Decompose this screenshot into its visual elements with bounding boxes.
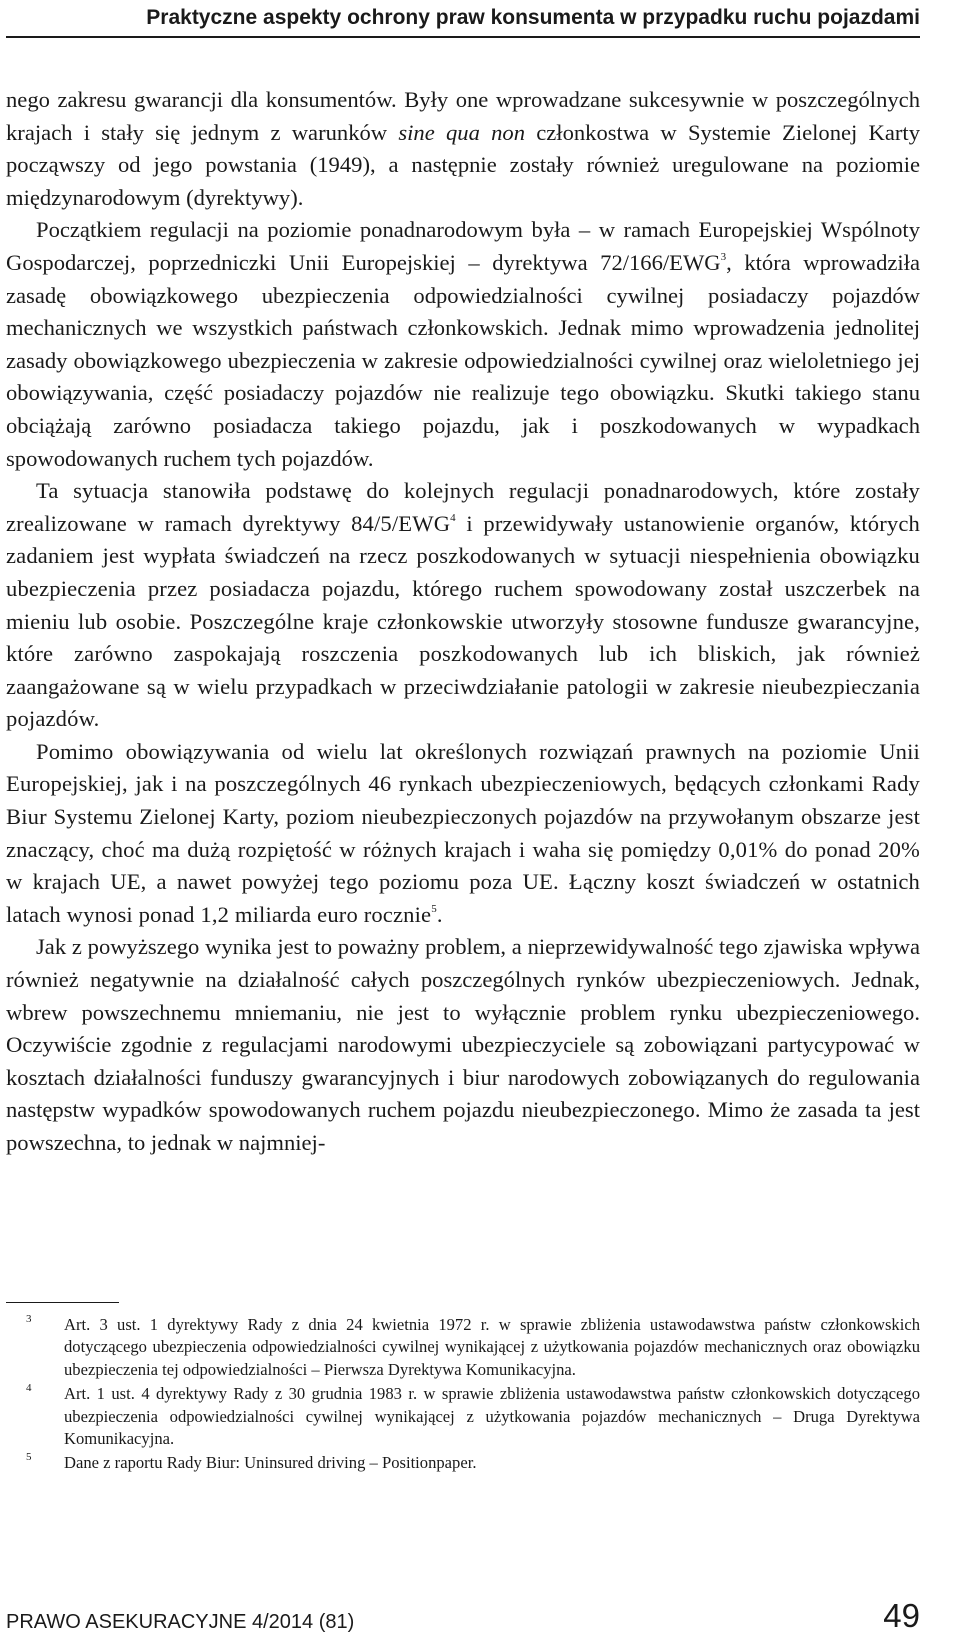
paragraph-4 [6, 736, 920, 932]
footnote-number: 4 [26, 1382, 32, 1395]
paragraph-5 [6, 931, 920, 1159]
footnote-text: Dane z raportu Rady Biur: Uninsured driving – Positionpaper. [64, 1453, 477, 1473]
footnote-ref-5[interactable]: 5 [431, 902, 437, 915]
paragraph-3-text-a: Ta sytuacja stanowiła podstawę do kolejnych regulacji ponadnarodowych, które zostały zrealizowane w ramach dyrektywy 84/5/EWG [6, 478, 920, 536]
footnote-ref-3[interactable]: 3 [720, 250, 727, 263]
paragraph-1-text-a: nego zakresu gwarancji dla konsumentów. Były one wprowadzane sukcesywnie w poszczególnych krajach i stały się jednym z warunków [6, 87, 920, 145]
paragraph-3-text-b: i przewidywały ustanowienie organów, których zadaniem jest wypłata świadczeń na rzecz poszkodowanych w sytuacji niespełnienia obowiązku ubezpieczenia przez posiadacza pojazdu, którego ruchem spowodowany został uszczerbek na mieniu lub osobie. Poszczególne kraje członkowskie utworzyły stosowne fundusze gwarancyjne, które zarówno zaspokajają roszczenia poszkodowanych lub ich bliskich, jak również zaangażowane są w wielu przypadkach w przeciwdziałanie patologii w zakresie nieubezpieczania pojazdów. [6, 510, 920, 732]
running-header-title: Praktyczne aspekty ochrony praw konsumenta w przypadku ruchu pojazdami [146, 6, 920, 29]
footnote-ref-4[interactable]: 4 [450, 511, 456, 524]
journal-footer: PRAWO ASEKURACYJNE 4/2014 (81) [6, 1611, 355, 1633]
footnote-4 [6, 1383, 920, 1450]
footnotes [6, 1314, 920, 1477]
paragraph-1-text-b: członkostwa w Systemie Zielonej Karty począwszy od jego powstania (1949), a następnie zostały również uregulowane na poziomie międzynarodowym (dyrektywy). [6, 119, 920, 210]
latin-phrase: sine qua non [398, 119, 525, 145]
paragraph-3 [6, 475, 920, 736]
footnote-text: Art. 1 ust. 4 dyrektywy Rady z 30 grudnia 1983 r. w sprawie zbliżenia ustawodawstwa państw członkowskich dotyczącego ubezpieczenia odpowiedzialności cywilnej wynikającej z użytkowania pojazdów mechanicznych – Druga Dyrektywa Komunikacyjna. [64, 1384, 920, 1449]
page-number: 49 [883, 1597, 920, 1634]
footnote-5 [6, 1452, 920, 1474]
footnote-number: 5 [26, 1451, 32, 1464]
article-body [6, 84, 920, 1160]
paragraph-1 [6, 84, 920, 214]
paragraph-2-text-b: , która wprowadziła zasadę obowiązkowego ubezpieczenia odpowiedzialności cywilnej posiadaczy pojazdów mechanicznych we wszystkich państwach członkowskich. Jednak mimo wprowadzenia jednolitej zasady obowiązkowego ubezpieczenia w zakresie odpowiedzialności cywilnej oraz wieloletniego jej obowiązywania, część posiadaczy pojazdów nie realizuje tego obowiązku. Skutki takiego stanu obciążają zarówno posiadacza takiego pojazdu, jak i poszkodowanych w wypadkach spowodowanych ruchem tych pojazdów. [6, 249, 920, 471]
paragraph-4-text-b: . [436, 901, 443, 927]
paragraph-2-text-a: Początkiem regulacji na poziomie ponadnarodowym była – w ramach Europejskiej Wspólnoty Gospodarczej, poprzedniczki Unii Europejskiej – dyrektywa 72/166/EWG [6, 217, 920, 275]
paragraph-5-text: Jak z powyższego wynika jest to poważny problem, a nieprzewidywalność tego zjawiska wpływa również negatywnie na działalność całych poszczególnych rynków ubezpieczeniowych. Jednak, wbrew powszechnemu mniemaniu, nie jest to wyłącznie problem rynku ubezpieczeniowego. Oczywiście zgodnie z regulacjami narodowymi ubezpieczyciele są zobowiązani partycypować w kosztach działalności funduszy gwarancyjnych i biur narodowych zobowiązanych do regulowania następstw wypadków spowodowanych ruchem pojazdu nieubezpieczonego. Mimo że zasada ta jest powszechna, to jednak w najmniej- [6, 934, 920, 1155]
paragraph-4-text-a: Pomimo obowiązywania od wielu lat określonych rozwiązań prawnych na poziomie Unii Europejskiej, jak i na poszczególnych 46 rynkach ubezpieczeniowych, będących członkami Rady Biur Systemu Zielonej Karty, poziom nieubezpieczonych pojazdów na przywołanym obszarze jest znaczący, choć ma dużą rozpiętość w różnych krajach i waha się pomiędzy 0,01% do ponad 20% w krajach UE, a nawet powyżej tego poziomu poza UE. Łączny koszt świadczeń w ostatnich latach wynosi ponad 1,2 miliarda euro rocznie [6, 738, 920, 927]
footnote-text: Art. 3 ust. 1 dyrektywy Rady z dnia 24 kwietnia 1972 r. w sprawie zbliżenia ustawodawstwa państw członkowskich dotyczącego ubezpieczenia odpowiedzialności cywilnej wynikającej z użytkowania pojazdów mechanicznych oraz obowiązku ubezpieczenia tej odpowiedzialności – Pierwsza Dyrektywa Komunikacyjna. [64, 1315, 920, 1379]
paragraph-2 [6, 214, 920, 475]
footnote-number: 3 [26, 1313, 32, 1325]
footnote-3 [6, 1314, 920, 1381]
header-divider [6, 36, 920, 38]
footnote-divider [6, 1302, 119, 1303]
